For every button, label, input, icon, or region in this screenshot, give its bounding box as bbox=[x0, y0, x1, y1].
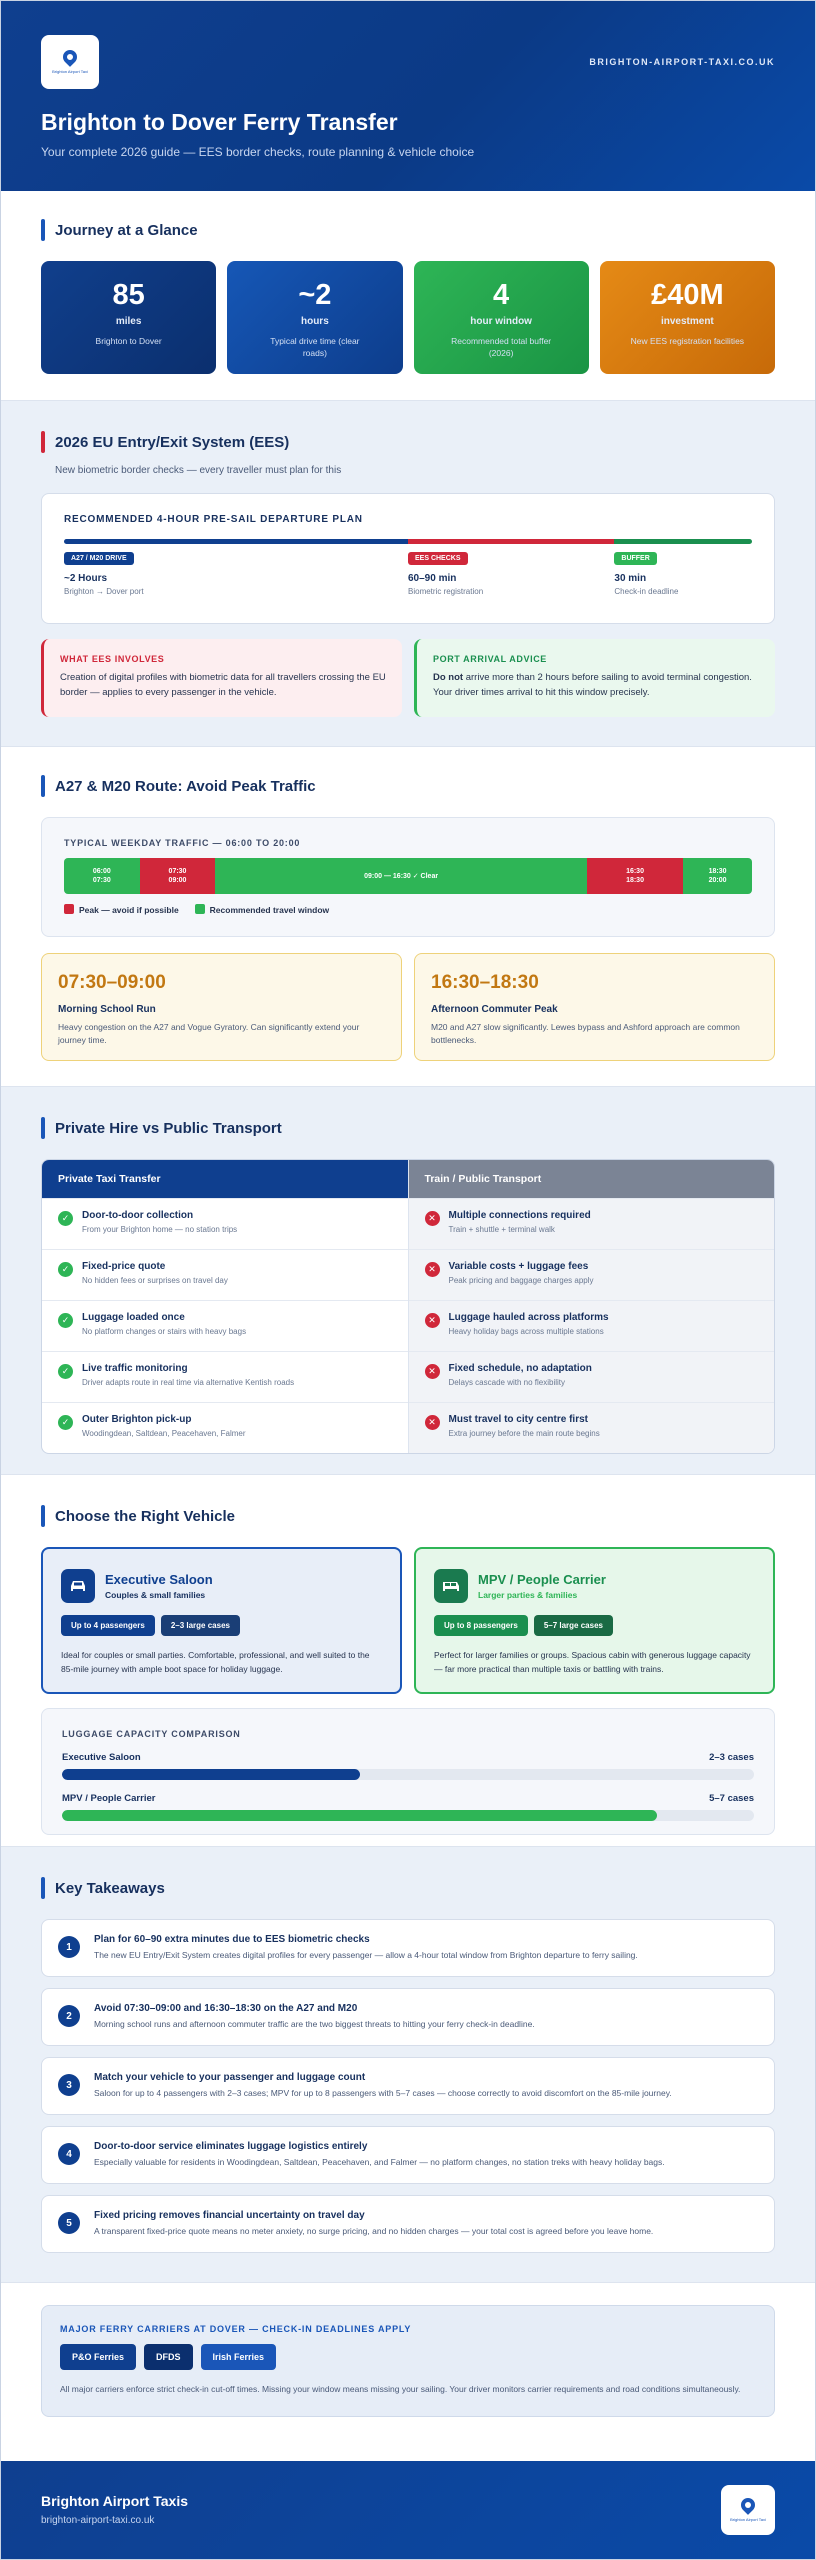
stat-card-distance bbox=[41, 261, 216, 374]
traffic-bar bbox=[64, 858, 752, 894]
heading-accent-bar bbox=[41, 1877, 45, 1899]
peak-card-morning bbox=[41, 953, 402, 1061]
takeaway-item bbox=[41, 2195, 775, 2253]
column-header: Train / Public Transport bbox=[409, 1160, 775, 1198]
list-item bbox=[42, 1351, 408, 1402]
section-heading bbox=[41, 1877, 775, 1899]
list-item bbox=[409, 1300, 775, 1351]
carrier-irish-ferries[interactable]: Irish Ferries bbox=[201, 2344, 277, 2370]
takeaway-desc: Morning school runs and afternoon commuter traffic are the two biggest threats to hitting your ferry check-in deadline. bbox=[94, 2019, 535, 2029]
peak-time: 07:30–09:00 bbox=[58, 972, 166, 993]
item-title: Luggage loaded once bbox=[82, 1312, 185, 1323]
heading-accent-bar bbox=[41, 219, 45, 241]
luggage-value: 5–7 cases bbox=[709, 1793, 754, 1804]
stage-tag: A27 / M20 DRIVE bbox=[64, 552, 134, 565]
stat-card-investment bbox=[600, 261, 775, 374]
comparison-section bbox=[1, 1087, 815, 1475]
takeaway-title: Fixed pricing removes financial uncertainty on travel day bbox=[94, 2210, 365, 2221]
takeaway-title: Door-to-door service eliminates luggage logistics entirely bbox=[94, 2141, 368, 2152]
stat-cards bbox=[41, 261, 775, 374]
luggage-track bbox=[62, 1810, 754, 1821]
item-title: Live traffic monitoring bbox=[82, 1363, 188, 1374]
site-url-link[interactable]: BRIGHTON-AIRPORT-TAXI.CO.UK bbox=[589, 57, 775, 67]
item-desc: Heavy holiday bags across multiple stations bbox=[448, 1327, 604, 1336]
carrier-dfds[interactable]: DFDS bbox=[144, 2344, 193, 2370]
peak-desc: Heavy congestion on the A27 and Vogue Gyratory. Can significantly extend your journey time. bbox=[58, 1022, 360, 1045]
stage-drive bbox=[64, 552, 408, 596]
location-pin-icon bbox=[60, 47, 80, 67]
page-title: Brighton to Dover Ferry Transfer bbox=[41, 109, 398, 135]
item-title: Variable costs + luggage fees bbox=[448, 1261, 589, 1272]
section-heading bbox=[41, 219, 775, 241]
public-transport-column bbox=[408, 1160, 775, 1453]
legend-peak bbox=[64, 904, 179, 915]
peak-card-afternoon bbox=[414, 953, 775, 1061]
luggage-value: 2–3 cases bbox=[709, 1752, 754, 1763]
carrier-list bbox=[60, 2344, 756, 2370]
item-desc: Peak pricing and baggage charges apply bbox=[448, 1276, 594, 1285]
vehicle-desc: Ideal for couples or small parties. Comfortable, professional, and well suited to the 85-mile journey with ample boot space for holiday luggage. bbox=[61, 1650, 370, 1674]
stage-time: ~2 Hours bbox=[64, 573, 108, 584]
vehicle-desc: Perfect for larger families or groups. Spacious cabin with generous luggage capacity — far more practical than multiple taxis or battling with trains. bbox=[434, 1650, 751, 1674]
list-item bbox=[42, 1402, 408, 1453]
stat-unit: miles bbox=[115, 316, 142, 327]
stage-tag: BUFFER bbox=[614, 552, 656, 565]
timeline-buffer-segment bbox=[614, 539, 752, 544]
takeaways-section bbox=[1, 1847, 815, 2283]
page-footer bbox=[1, 2461, 815, 2559]
takeaway-title: Plan for 60–90 extra minutes due to EES biometric checks bbox=[94, 1934, 370, 1945]
info-title: PORT ARRIVAL ADVICE bbox=[433, 654, 547, 664]
section-heading bbox=[41, 1505, 775, 1527]
takeaway-title: Match your vehicle to your passenger and luggage count bbox=[94, 2072, 366, 2083]
ferry-carriers-section bbox=[1, 2283, 815, 2443]
logo-text: Brighton Airport Taxi bbox=[730, 2517, 766, 2522]
segment-end: 09:00 bbox=[168, 877, 187, 884]
vehicle-header bbox=[434, 1569, 755, 1603]
item-desc: No platform changes or stairs with heavy bags bbox=[82, 1327, 247, 1336]
item-title: Door-to-door collection bbox=[82, 1210, 194, 1221]
info-body bbox=[433, 670, 759, 700]
stat-number: 4 bbox=[493, 279, 510, 311]
journey-glance-section bbox=[1, 191, 815, 401]
hero-header bbox=[1, 1, 815, 191]
ees-section bbox=[1, 401, 815, 747]
vehicle-section bbox=[1, 1475, 815, 1847]
cross-icon: ✕ bbox=[425, 1262, 440, 1277]
luggage-vehicle-name: MPV / People Carrier bbox=[62, 1793, 156, 1804]
ferry-title: MAJOR FERRY CARRIERS AT DOVER — CHECK-IN DEADLINES APPLY bbox=[60, 2324, 412, 2334]
legend-swatch bbox=[64, 904, 74, 914]
what-ees-involves-card bbox=[41, 639, 402, 717]
footer-logo[interactable] bbox=[721, 2485, 775, 2535]
comparison-table bbox=[41, 1159, 775, 1454]
stat-number: ~2 bbox=[298, 279, 332, 311]
section-title: 2026 EU Entry/Exit System (EES) bbox=[55, 433, 290, 451]
stat-desc: Recommended total buffer (2026) bbox=[451, 336, 552, 358]
plan-timeline-bar bbox=[64, 539, 752, 544]
peak-name: Morning School Run bbox=[58, 1004, 156, 1015]
list-item bbox=[409, 1402, 775, 1453]
item-desc: Extra journey before the main route begins bbox=[448, 1429, 600, 1438]
stage-desc: Biometric registration bbox=[408, 587, 484, 596]
segment-start: 16:30 bbox=[626, 868, 644, 875]
location-pin-icon bbox=[738, 2495, 758, 2515]
private-taxi-column bbox=[42, 1160, 408, 1453]
ferry-desc: All major carriers enforce strict check-in cut-off times. Missing your window means missing your sailing. Your driver monitors carrier requirements and road conditions simultaneously. bbox=[60, 2384, 741, 2394]
luggage-pill: 2–3 large cases bbox=[161, 1615, 240, 1636]
logo-text: Brighton Airport Taxi bbox=[52, 69, 88, 74]
item-title: Fixed-price quote bbox=[82, 1261, 166, 1272]
item-title: Must travel to city centre first bbox=[448, 1414, 588, 1425]
luggage-title: LUGGAGE CAPACITY COMPARISON bbox=[62, 1729, 241, 1739]
list-item bbox=[42, 1249, 408, 1300]
traffic-segment-peak bbox=[587, 858, 683, 894]
cross-icon: ✕ bbox=[425, 1211, 440, 1226]
stage-tag: EES CHECKS bbox=[408, 552, 468, 565]
stat-unit: hour window bbox=[470, 316, 532, 327]
car-icon bbox=[61, 1569, 95, 1603]
takeaway-number: 5 bbox=[58, 2212, 80, 2234]
luggage-comparison-card bbox=[41, 1708, 775, 1835]
item-title: Luggage hauled across platforms bbox=[448, 1312, 609, 1323]
takeaway-number: 1 bbox=[58, 1936, 80, 1958]
section-heading bbox=[41, 1117, 775, 1139]
luggage-row-saloon bbox=[62, 1752, 754, 1780]
takeaway-item bbox=[41, 2057, 775, 2115]
info-body-emphasis: Do not bbox=[433, 672, 464, 683]
vehicle-cards bbox=[41, 1547, 775, 1694]
luggage-fill-bar bbox=[62, 1769, 360, 1780]
page-subtitle: Your complete 2026 guide — EES border checks, route planning & vehicle choice bbox=[41, 145, 475, 159]
segment-end: 20:00 bbox=[708, 877, 727, 884]
stage-desc: Check-in deadline bbox=[614, 587, 679, 596]
vehicle-card-mpv[interactable] bbox=[414, 1547, 775, 1694]
traffic-box-title: TYPICAL WEEKDAY TRAFFIC — 06:00 TO 20:00 bbox=[64, 838, 301, 848]
peak-name: Afternoon Commuter Peak bbox=[431, 1004, 558, 1015]
heading-accent-bar bbox=[41, 775, 45, 797]
stage-time: 60–90 min bbox=[408, 573, 457, 584]
segment-label: 09:00 — 16:30 ✓ Clear bbox=[364, 872, 439, 880]
item-title: Outer Brighton pick-up bbox=[82, 1414, 192, 1425]
section-title: Key Takeaways bbox=[55, 1879, 165, 1897]
heading-accent-bar bbox=[41, 1505, 45, 1527]
legend-label: Peak — avoid if possible bbox=[79, 905, 179, 915]
stat-unit: hours bbox=[300, 316, 329, 327]
item-title: Multiple connections required bbox=[448, 1210, 591, 1221]
traffic-section bbox=[1, 747, 815, 1087]
ferry-carriers-card bbox=[41, 2305, 775, 2417]
van-icon bbox=[434, 1569, 468, 1603]
vehicle-pills bbox=[61, 1615, 382, 1636]
traffic-legend bbox=[64, 904, 752, 915]
column-header: Private Taxi Transfer bbox=[42, 1160, 408, 1198]
section-heading bbox=[41, 775, 775, 797]
takeaway-desc: A transparent fixed-price quote means no meter anxiety, no surge pricing, and no hidden charges — your total cost is agreed before you leave home. bbox=[94, 2226, 654, 2236]
takeaway-desc: Especially valuable for residents in Woodingdean, Saltdean, Peacehaven, and Falmer — no platform changes, no station treks with heavy holiday bags. bbox=[94, 2157, 665, 2167]
takeaway-item bbox=[41, 2126, 775, 2184]
passenger-pill: Up to 8 passengers bbox=[434, 1615, 528, 1636]
check-icon: ✓ bbox=[58, 1211, 73, 1226]
heading-accent-bar bbox=[41, 1117, 45, 1139]
section-subtitle: New biometric border checks — every traveller must plan for this bbox=[55, 465, 342, 476]
segment-start: 07:30 bbox=[168, 868, 187, 875]
section-heading bbox=[41, 431, 775, 453]
segment-start: 18:30 bbox=[708, 868, 727, 875]
cross-icon: ✕ bbox=[425, 1415, 440, 1430]
timeline-labels bbox=[64, 552, 752, 596]
list-item bbox=[409, 1249, 775, 1300]
item-desc: Train + shuttle + terminal walk bbox=[448, 1225, 555, 1234]
takeaway-number: 4 bbox=[58, 2143, 80, 2165]
traffic-segment-clear bbox=[64, 858, 140, 894]
takeaway-desc: The new EU Entry/Exit System creates digital profiles for every passenger — allow a 4-hour total window from Brighton departure to ferry sailing. bbox=[94, 1950, 638, 1960]
departure-plan-card bbox=[41, 493, 775, 624]
luggage-pill: 5–7 large cases bbox=[534, 1615, 613, 1636]
item-desc: No hidden fees or surprises on travel day bbox=[82, 1276, 228, 1285]
segment-end: 07:30 bbox=[92, 877, 111, 884]
ees-info-row bbox=[41, 639, 775, 717]
section-title: Private Hire vs Public Transport bbox=[55, 1119, 282, 1137]
list-item bbox=[42, 1300, 408, 1351]
traffic-timeline-card bbox=[41, 817, 775, 937]
passenger-pill: Up to 4 passengers bbox=[61, 1615, 155, 1636]
section-title: A27 & M20 Route: Avoid Peak Traffic bbox=[55, 777, 316, 795]
vehicle-subtitle: Couples & small families bbox=[105, 1590, 206, 1600]
section-title: Journey at a Glance bbox=[55, 221, 198, 239]
vehicle-card-saloon[interactable] bbox=[41, 1547, 402, 1694]
stage-desc: Brighton → Dover port bbox=[64, 587, 144, 596]
stat-number: 85 bbox=[112, 279, 145, 311]
stat-desc: Typical drive time (clear roads) bbox=[270, 336, 360, 358]
traffic-segment-clear bbox=[215, 858, 587, 894]
stat-desc: New EES registration facilities bbox=[630, 336, 745, 346]
stat-number: £40M bbox=[651, 279, 724, 311]
heading-accent-bar bbox=[41, 431, 45, 453]
takeaways-list bbox=[41, 1919, 775, 2253]
stat-card-duration bbox=[227, 261, 402, 374]
takeaway-item bbox=[41, 1988, 775, 2046]
peak-desc: M20 and A27 slow significantly. Lewes bypass and Ashford approach are common bottlenecks. bbox=[431, 1022, 740, 1045]
cross-icon: ✕ bbox=[425, 1313, 440, 1328]
peak-time: 16:30–18:30 bbox=[431, 972, 539, 993]
stat-unit: investment bbox=[660, 316, 714, 327]
info-body-text: arrive more than 2 hours before sailing to avoid terminal congestion. Your driver times arrival to hit this window precisely. bbox=[433, 672, 752, 698]
vehicle-subtitle: Larger parties & families bbox=[478, 1590, 578, 1600]
takeaway-number: 3 bbox=[58, 2074, 80, 2096]
takeaway-number: 2 bbox=[58, 2005, 80, 2027]
check-icon: ✓ bbox=[58, 1415, 73, 1430]
brand-logo[interactable] bbox=[41, 35, 99, 89]
info-title: WHAT EES INVOLVES bbox=[60, 654, 165, 664]
check-icon: ✓ bbox=[58, 1262, 73, 1277]
timeline-ees-segment bbox=[408, 539, 614, 544]
item-desc: Driver adapts route in real time via alternative Kentish roads bbox=[82, 1378, 295, 1387]
luggage-vehicle-name: Executive Saloon bbox=[62, 1752, 141, 1763]
check-icon: ✓ bbox=[58, 1364, 73, 1379]
stat-desc: Brighton to Dover bbox=[95, 336, 162, 346]
stage-ees bbox=[408, 552, 614, 596]
luggage-row-mpv bbox=[62, 1793, 754, 1821]
list-item bbox=[409, 1198, 775, 1249]
carrier-po-ferries[interactable]: P&O Ferries bbox=[60, 2344, 136, 2370]
luggage-fill-bar bbox=[62, 1810, 657, 1821]
item-title: Fixed schedule, no adaptation bbox=[448, 1363, 592, 1374]
timeline-drive-segment bbox=[64, 539, 408, 544]
takeaway-title: Avoid 07:30–09:00 and 16:30–18:30 on the A27 and M20 bbox=[94, 2003, 358, 2014]
takeaway-desc: Saloon for up to 4 passengers with 2–3 cases; MPV for up to 8 passengers with 5–7 cases — choose correctly to avoid discomfort on the 85-mile journey. bbox=[94, 2088, 672, 2098]
footer-brand-name: Brighton Airport Taxis bbox=[41, 2493, 188, 2509]
cross-icon: ✕ bbox=[425, 1364, 440, 1379]
footer-url-link[interactable]: brighton-airport-taxi.co.uk bbox=[41, 2515, 155, 2526]
vehicle-header bbox=[61, 1569, 382, 1603]
legend-label: Recommended travel window bbox=[209, 905, 330, 915]
takeaway-item bbox=[41, 1919, 775, 1977]
peak-cards bbox=[41, 953, 775, 1061]
stage-buffer bbox=[614, 552, 752, 596]
traffic-segment-clear bbox=[683, 858, 752, 894]
item-desc: Woodingdean, Saltdean, Peacehaven, Falmer bbox=[82, 1429, 246, 1438]
legend-window bbox=[195, 904, 330, 915]
list-item bbox=[409, 1351, 775, 1402]
traffic-segment-peak bbox=[140, 858, 216, 894]
info-body: Creation of digital profiles with biometric data for all travellers crossing the EU border — applies to every passenger in the vehicle. bbox=[60, 672, 386, 698]
legend-swatch bbox=[195, 904, 205, 914]
plan-title: RECOMMENDED 4-HOUR PRE-SAIL DEPARTURE PLAN bbox=[64, 514, 363, 525]
stage-time: 30 min bbox=[614, 573, 647, 584]
luggage-track bbox=[62, 1769, 754, 1780]
check-icon: ✓ bbox=[58, 1313, 73, 1328]
segment-end: 18:30 bbox=[626, 877, 644, 884]
port-arrival-card bbox=[414, 639, 775, 717]
list-item bbox=[42, 1198, 408, 1249]
vehicle-name: Executive Saloon bbox=[105, 1572, 213, 1587]
vehicle-pills bbox=[434, 1615, 755, 1636]
vehicle-name: MPV / People Carrier bbox=[478, 1572, 606, 1587]
segment-start: 06:00 bbox=[92, 868, 111, 875]
item-desc: From your Brighton home — no station trips bbox=[82, 1225, 238, 1234]
stat-card-window bbox=[414, 261, 589, 374]
item-desc: Delays cascade with no flexibility bbox=[448, 1378, 565, 1387]
section-title: Choose the Right Vehicle bbox=[55, 1507, 236, 1525]
